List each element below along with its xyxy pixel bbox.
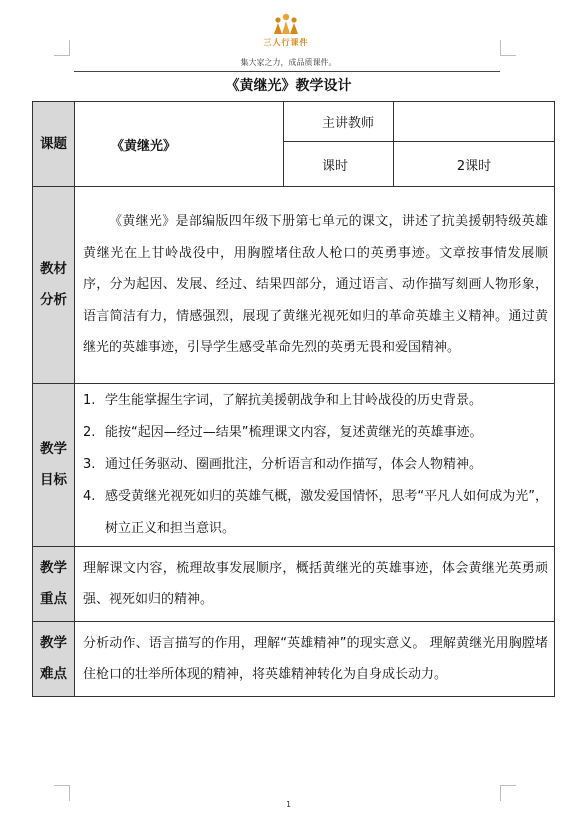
table-row — [33, 547, 555, 622]
header-slogan: 集大家之力，成品质课件。 — [240, 58, 337, 67]
row-label-goals — [33, 384, 75, 547]
list-item-text: 学生能掌握生字词，了解抗美援朝战争和上甘岭战役的历史背景。 — [105, 393, 483, 408]
row-label-line: 目标 — [40, 472, 67, 488]
row-label-lesson: 课题 — [33, 102, 75, 187]
difficulties-text-cell: 分析动作、语言描写的作用，理解“英雄精神”的现实意义。 理解黄继光用胸膛堵住枪口的壮举所体现的精神，将英雄精神转化为自身成长动力。 — [75, 622, 555, 697]
list-item — [83, 449, 548, 481]
crop-mark-bottom-right — [500, 785, 516, 801]
analysis-text-cell: 《黄继光》是部编版四年级下册第七单元的课文，讲述了抗美援朝特级英雄黄继光在上甘岭战役中，用胸膛堵住敌人枪口的英勇事迹。文章按事情发展顺序，分为起因、发展、经过、结果四部分，通过语言、动作描写刻画人物形象，语言简洁有力，情感强烈，展现了黄继光视死如归的革命英雄主义精神。通过黄继光的英雄事迹，引导学生感受革命先烈的英勇无畏和爱国精神。 — [75, 187, 555, 384]
logo-name: 三人行课件 — [263, 38, 309, 47]
table-row — [33, 622, 555, 697]
row-label-line: 重点 — [40, 591, 67, 607]
row-label-line: 难点 — [40, 666, 67, 682]
row-label-line: 教学 — [40, 635, 67, 651]
hours-label-cell: 课时 — [284, 142, 394, 187]
header-divider — [74, 71, 500, 72]
table-row — [33, 384, 555, 547]
table-row — [33, 102, 555, 142]
row-label-line: 分析 — [40, 292, 67, 308]
lesson-plan-table — [32, 101, 555, 697]
list-item — [83, 417, 548, 449]
goals-list — [83, 385, 548, 545]
crop-mark-bottom-left — [54, 785, 70, 801]
table-row — [33, 187, 555, 384]
list-item-number: 2. — [83, 425, 96, 440]
list-item-text: 感受黄继光视死如归的英雄气概，激发爱国情怀，思考“平凡人如何成为光”，树立正义和担当意识。 — [105, 489, 548, 536]
page-number: 1 — [285, 800, 292, 809]
teacher-label-cell: 主讲教师 — [284, 102, 394, 142]
list-item — [83, 481, 548, 545]
list-item — [83, 385, 548, 417]
goals-cell — [75, 384, 555, 547]
list-item-text: 能按“起因—经过—结果”梳理课文内容，复述黄继光的英雄事迹。 — [105, 425, 483, 440]
document-title: 《黄继光》教学设计 — [225, 78, 352, 94]
row-label-line: 教材 — [40, 261, 67, 277]
list-item-text: 通过任务驱动、圈画批注，分析语言和动作描写，体会人物精神。 — [105, 457, 483, 472]
list-item-number: 1. — [83, 393, 96, 408]
lesson-title-cell: 《黄继光》 — [75, 102, 284, 187]
key-points-text-cell: 理解课文内容，梳理故事发展顺序，概括黄继光的英雄事迹，体会黄继光英勇顽强、视死如归的精神。 — [75, 547, 555, 622]
row-label-difficulties — [33, 622, 75, 697]
crop-mark-top-left — [54, 40, 70, 56]
publisher-logo — [246, 12, 326, 48]
list-item-number: 4. — [83, 489, 96, 504]
crop-mark-top-right — [500, 40, 516, 56]
row-label-line: 教学 — [40, 441, 67, 457]
teacher-value-cell — [394, 102, 555, 142]
row-label-line: 教学 — [40, 560, 67, 576]
hours-value-cell: 2课时 — [394, 142, 555, 187]
row-label-key-points — [33, 547, 75, 622]
list-item-number: 3. — [83, 457, 96, 472]
row-label-analysis — [33, 187, 75, 384]
logo-figures-icon — [271, 12, 301, 36]
